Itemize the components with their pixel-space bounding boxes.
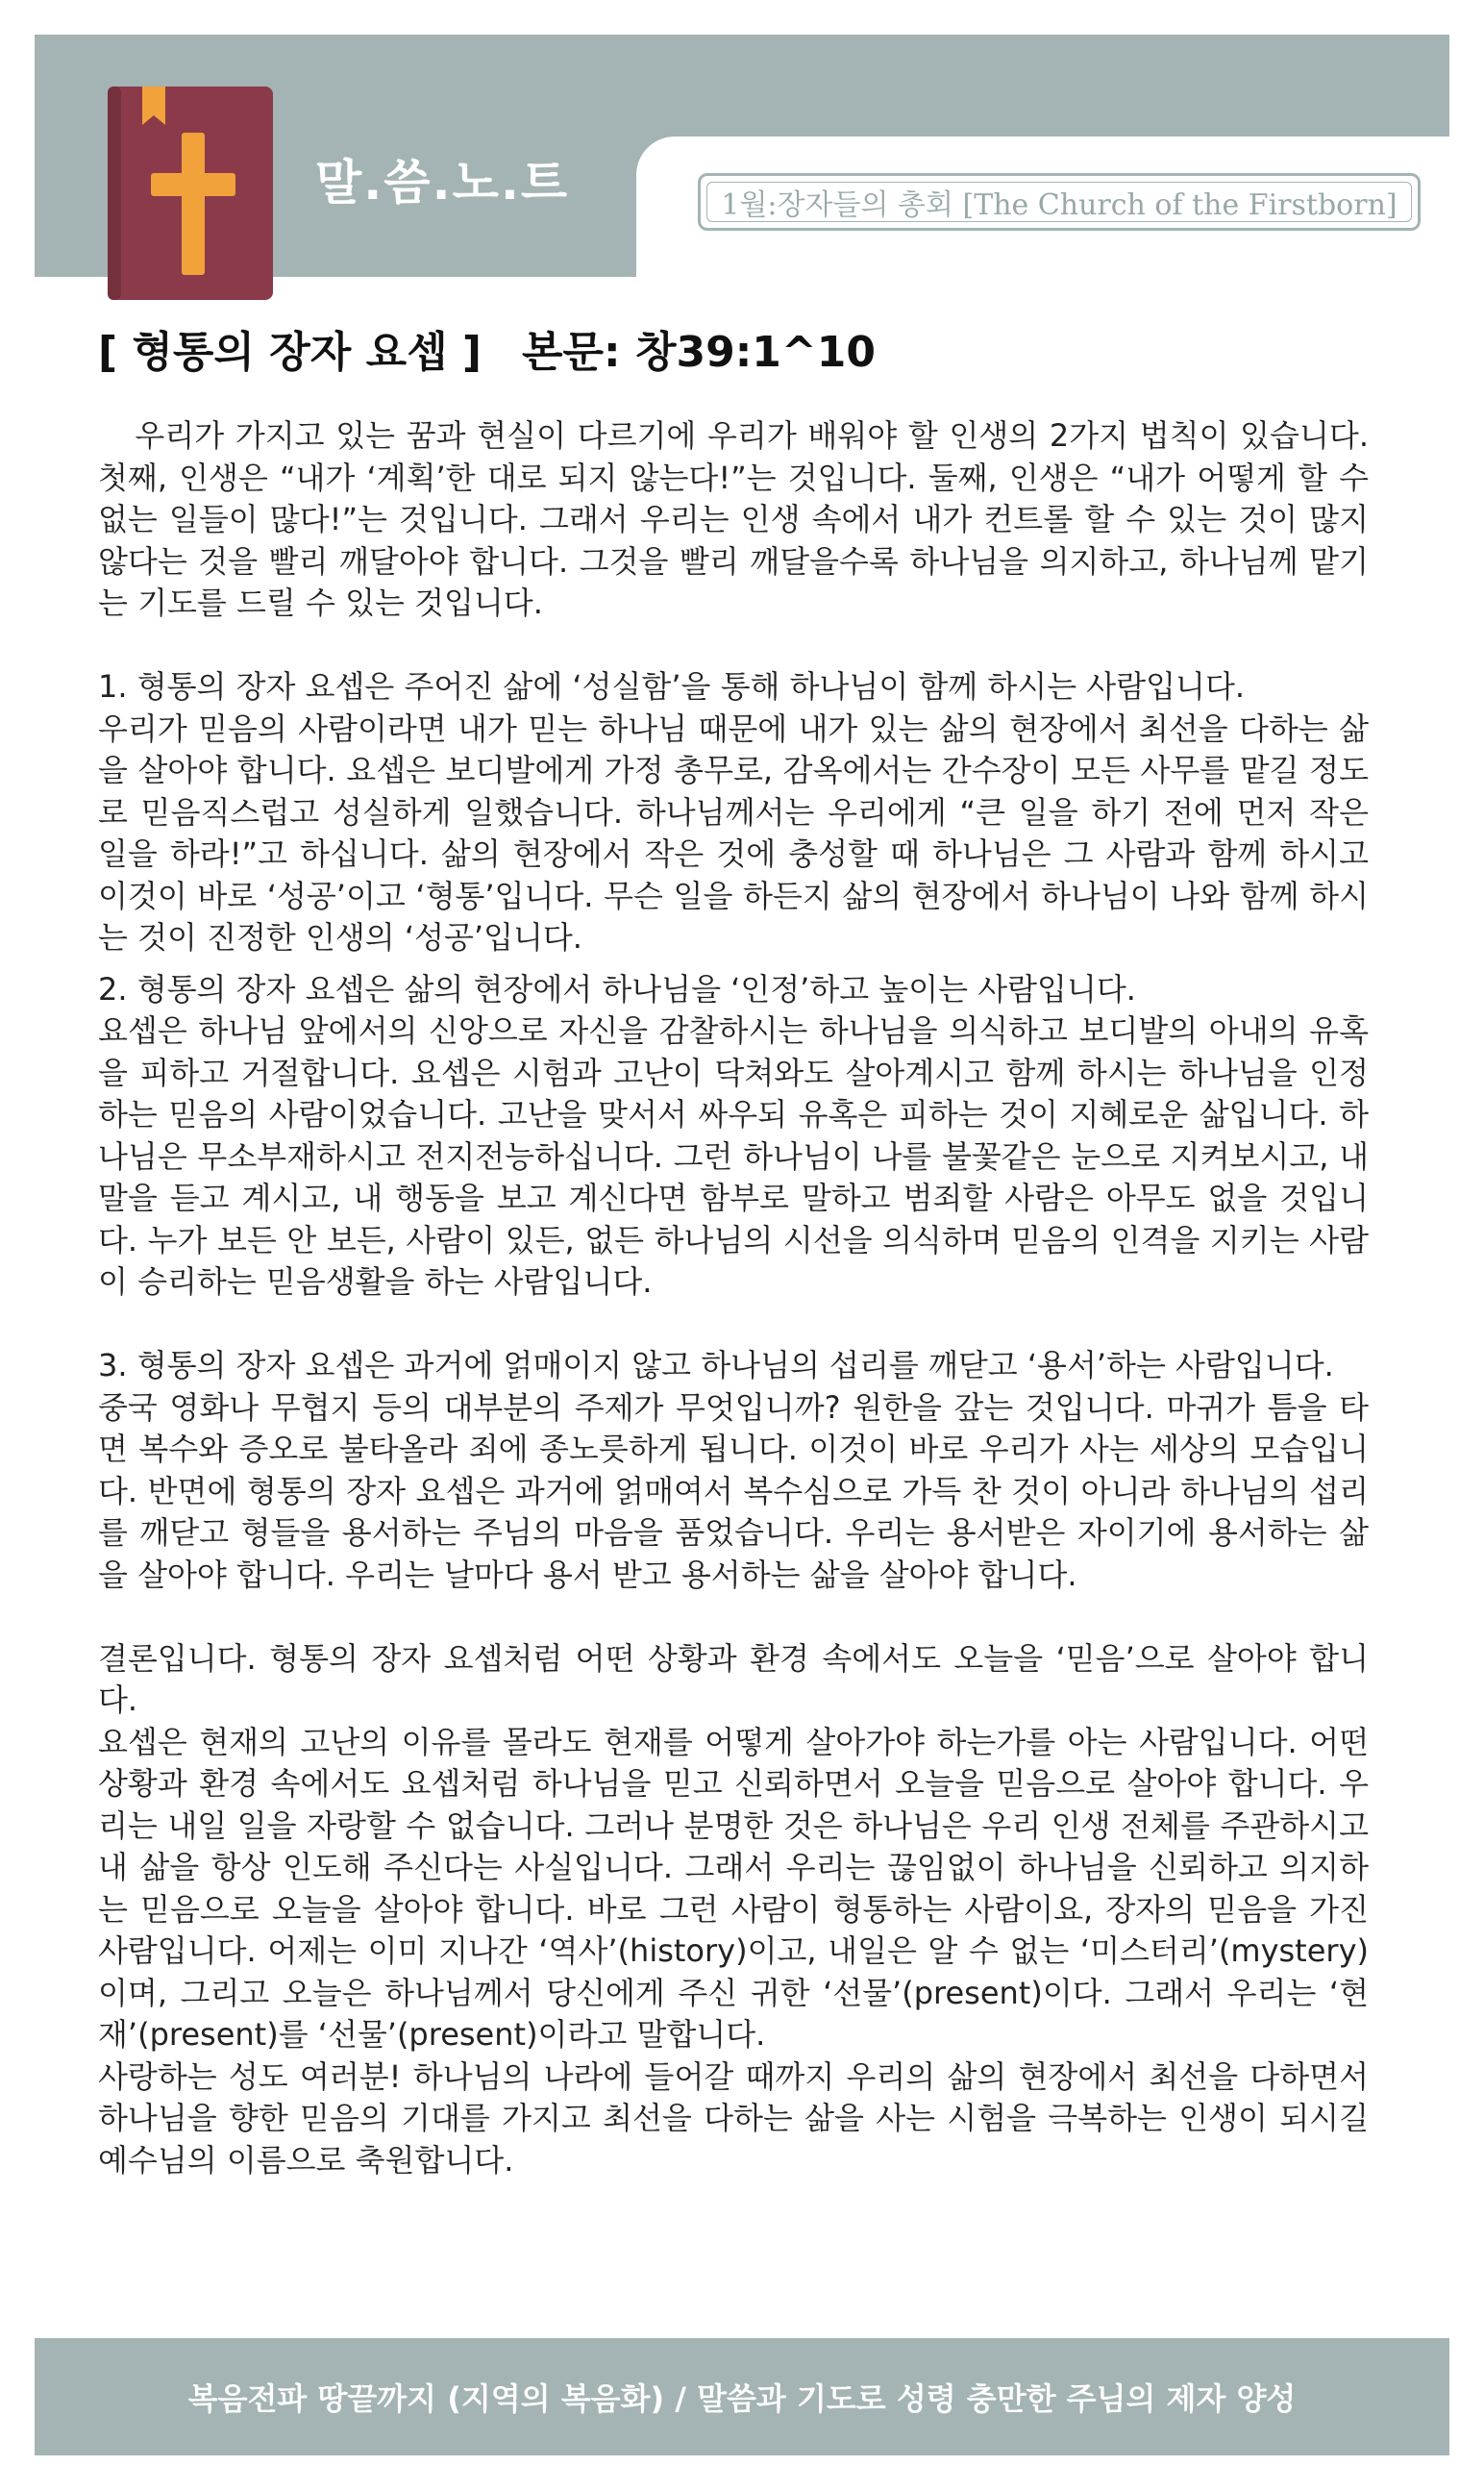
bible-cross-icon bbox=[108, 87, 273, 300]
point3-heading: 3. 형통의 장자 요셉은 과거에 얽매이지 않고 하나님의 섭리를 깨닫고 ‘용서’하는 사람입니다. bbox=[98, 1347, 1334, 1383]
footer-band bbox=[35, 2338, 1449, 2455]
scripture-reference: 본문: 창39:1^10 bbox=[522, 328, 876, 377]
point1-heading: 1. 형통의 장자 요셉은 주어진 삶에 ‘성실함’을 통해 하나님이 함께 하시는 사람입니다. bbox=[98, 668, 1246, 705]
point2-heading: 2. 형통의 장자 요셉은 삶의 현장에서 하나님을 ‘인정’하고 높이는 사람입니다. bbox=[98, 970, 1136, 1008]
footer-motto: 복음전파 땅끝까지 (지역의 복음화) / 말씀과 기도로 성령 충만한 주님의 제자 양성 bbox=[187, 2380, 1297, 2417]
closing-paragraph: 사랑하는 성도 여러분! 하나님의 나라에 들어갈 때까지 우리의 삶의 현장에서 최선을 다하면서 하나님을 향한 믿음의 기대를 가지고 최선을 다하는 삶을 사는 시험을 극복하는 인생이 되시길 예수님의 이름으로 축원합니다. bbox=[98, 2057, 1369, 2179]
brand-title: 말.씀.노.트 bbox=[315, 155, 570, 211]
point2-paragraph: 요셉은 하나님 앞에서의 신앙으로 자신을 감찰하시는 하나님을 의식하고 보디발의 아내의 유혹을 피하고 거절합니다. 요셉은 시험과 고난이 닥쳐와도 살아계시고 함께 하시는 하나님을 인정하는 믿음의 사람이었습니다. 고난을 맞서서 싸우되 유혹은 피하는 것이 지혜로운 삶입니다. 하나님은 무소부재하시고 전지전능하십니다. 그런 하나님이 나를 불꽃같은 눈으로 지켜보시고, 내 말을 듣고 계시고, 내 행동을 보고 계신다면 함부로 말하고 범죄할 사람은 아무도 없을 것입니다. 누가 보든 안 보든, 사람이 있든, 없든 하나님의 시선을 의식하며 믿음의 인격을 지키는 사람이 승리하는 믿음생활을 하는 사람입니다. bbox=[98, 1012, 1369, 1300]
intro-paragraph: 우리가 가지고 있는 꿈과 현실이 다르기에 우리가 배워야 할 인생의 2가지 법칙이 있습니다. 첫째, 인생은 “내가 ‘계획’한 대로 되지 않는다!”는 것입니다. 둘째, 인생은 “내가 어떻게 할 수 없는 일들이 많다!”는 것입니다. 그래서 우리는 인생 속에서 내가 컨트롤 할 수 있는 것이 많지 않다는 것을 빨리 깨달아야 합니다. 그것을 빨리 깨달을수록 하나님을 의지하고, 하나님께 맡기는 기도를 드릴 수 있는 것입니다. bbox=[98, 417, 1369, 621]
conclusion-heading: 결론입니다. 형통의 장자 요셉처럼 어떤 상황과 환경 속에서도 오늘을 ‘믿음’으로 살아야 합니다. bbox=[98, 1639, 1369, 1718]
conclusion-paragraph: 요셉은 현재의 고난의 이유를 몰라도 현재를 어떻게 살아가야 하는가를 아는 사람입니다. 어떤 상황과 환경 속에서도 요셉처럼 하나님을 믿고 신뢰하면서 오늘을 믿음으로 살아야 합니다. 우리는 내일 일을 자랑할 수 없습니다. 그러나 분명한 것은 하나님은 우리 인생 전체를 주관하시고 내 삶을 항상 인도해 주신다는 사실입니다. 그래서 우리는 끊임없이 하나님을 신뢰하고 의지하는 믿음으로 오늘을 살아야 합니다. 바로 그런 사람이 형통하는 사람이요, 장자의 믿음을 가진 사람입니다. 어제는 이미 지나간 ‘역사’(history)이고, 내일은 알 수 없는 ‘미스터리’(mystery)이며, 그리고 오늘은 하나님께서 당신에게 주신 귀한 ‘선물’(present)이다. 그래서 우리는 ‘현재’(present)를 ‘선물’(present)이라고 말합니다. bbox=[98, 1723, 1369, 2053]
series-box bbox=[698, 173, 1421, 231]
series-label: 1월:장자들의 총회 [The Church of the Firstborn] bbox=[721, 188, 1397, 222]
point3-paragraph: 중국 영화나 무협지 등의 대부분의 주제가 무엇입니까? 원한을 갚는 것입니다. 마귀가 틈을 타면 복수와 증오로 불타올라 죄에 종노릇하게 됩니다. 이것이 바로 우리가 사는 세상의 모습입니다. 반면에 형통의 장자 요셉은 과거에 얽매여서 복수심으로 가득 찬 것이 아니라 하나님의 섭리를 깨닫고 형들을 용서하는 주님의 마음을 품었습니다. 우리는 용서받은 자이기에 용서하는 삶을 살아야 합니다. 우리는 날마다 용서 받고 용서하는 삶을 살아야 합니다. bbox=[98, 1388, 1369, 1593]
sermon-body bbox=[98, 415, 1369, 2181]
sermon-heading bbox=[98, 317, 876, 379]
sermon-title: [ 형통의 장자 요셉 ] bbox=[98, 328, 482, 377]
point1-paragraph: 우리가 믿음의 사람이라면 내가 믿는 하나님 때문에 내가 있는 삶의 현장에서 최선을 다하는 삶을 살아야 합니다. 요셉은 보디발에게 가정 총무로, 감옥에서는 간수장이 모든 사무를 맡길 정도로 믿음직스럽고 성실하게 일했습니다. 하나님께서는 우리에게 “큰 일을 하기 전에 먼저 작은 일을 하라!”고 하십니다. 삶의 현장에서 작은 것에 충성할 때 하나님은 그 사람과 함께 하시고 이것이 바로 ‘성공’이고 ‘형통’입니다. 무슨 일을 하든지 삶의 현장에서 하나님이 나와 함께 하시는 것이 진정한 인생의 ‘성공’입니다. bbox=[98, 710, 1369, 956]
